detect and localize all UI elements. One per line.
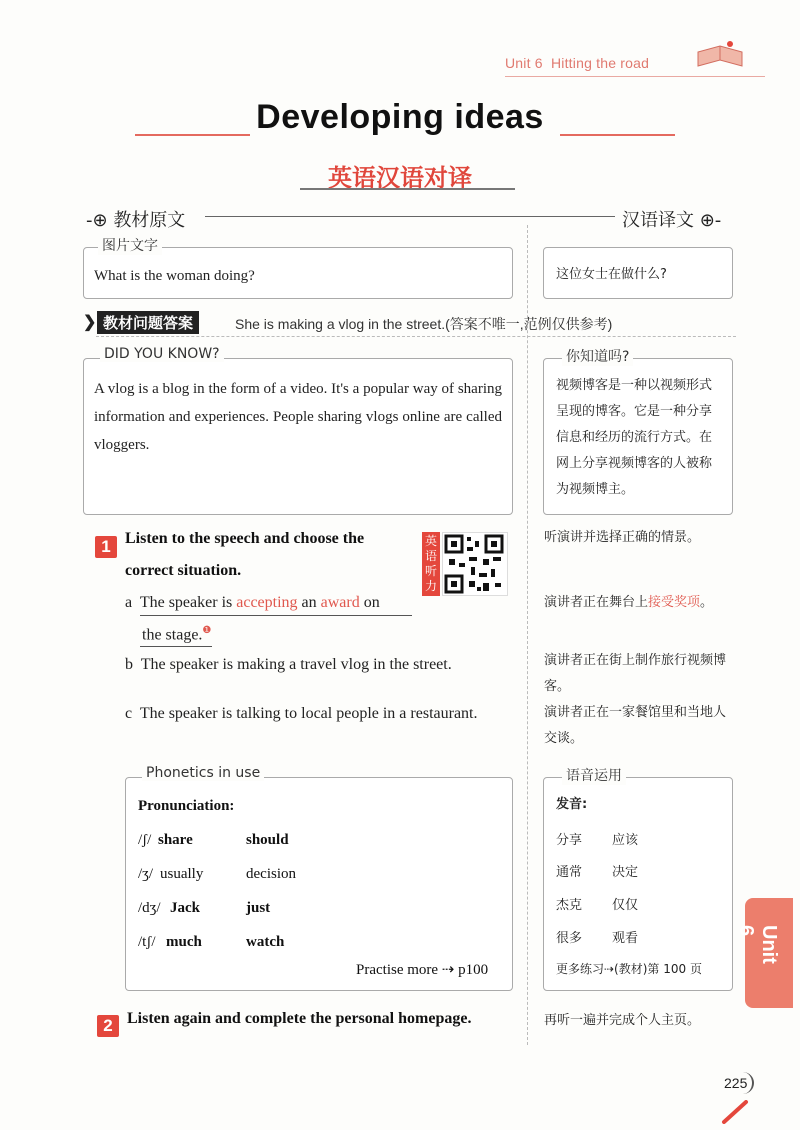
phonetic-row-2-symbol: /ʒ/ — [138, 866, 153, 882]
answer-rule — [96, 336, 736, 337]
header — [505, 55, 649, 71]
page-title: Developing ideas — [256, 98, 544, 136]
unit-side-tab-label: Unit 6 — [735, 925, 780, 964]
phonetics-cn-box — [543, 777, 733, 991]
phonetic-row-3-symbol: /dʒ/ — [138, 900, 161, 916]
option-c — [125, 705, 477, 723]
phonetic-row-1-symbol: /ʃ/ — [138, 832, 152, 848]
exercise-2-number: 2 — [97, 1015, 119, 1037]
book-icon — [690, 40, 750, 72]
option-a-cn-part1: 演讲者正在舞台上 — [544, 595, 649, 610]
exercise-1-cn: 听演讲并选择正确的情景。 — [544, 530, 701, 545]
phonetic-row-1-word1: share — [158, 832, 193, 848]
pronunciation-cn-label: 发音: — [556, 797, 588, 812]
answer-label: 教材问题答案 — [97, 311, 199, 334]
picture-text-cn-box — [543, 247, 733, 299]
right-column-header: 汉语译文 ⊕- — [622, 210, 722, 231]
exercise-1-instruction-line1: Listen to the speech and choose the — [125, 530, 365, 547]
phonetic-row-4-word2: watch — [246, 934, 285, 950]
option-b — [125, 656, 452, 674]
phonetics-label: Phonetics in use — [142, 765, 264, 781]
practise-more-link[interactable]: Practise more ⇢ p100 — [356, 962, 489, 978]
option-a-underline-1 — [140, 615, 412, 616]
cn-row-1-word2: 应该 — [612, 833, 639, 848]
exercise-1-number: 1 — [95, 536, 117, 558]
option-c-letter: c — [125, 705, 133, 722]
picture-text-en: What is the woman doing? — [94, 268, 255, 284]
cn-row-1-word1: 分享 — [556, 833, 583, 848]
picture-text-cn: 这位女士在做什么? — [556, 267, 667, 282]
answer-chevron-icon: ❯ — [83, 314, 97, 331]
column-divider — [527, 225, 528, 1045]
answer-row — [83, 311, 733, 333]
exercise-2-instruction: Listen again and complete the personal homepage. — [127, 1010, 472, 1027]
exercise-1-instruction-line2: correct situation. — [125, 562, 242, 579]
picture-text-label: 图片文字 — [98, 235, 162, 255]
answer-text: She is making a vlog in the street.(答案不唯一,范例仅供参考) — [235, 316, 613, 332]
phonetic-row-4-symbol: /tʃ/ — [138, 934, 156, 950]
phonetic-row-3-word1: Jack — [170, 900, 200, 916]
cn-row-2-word2: 决定 — [612, 865, 639, 880]
title-rule-right — [560, 134, 675, 136]
option-b-cn: 演讲者正在街上制作旅行视频博客。 — [544, 653, 727, 694]
page-number-arc — [714, 1072, 754, 1094]
cn-row-2-word1: 通常 — [556, 865, 583, 880]
phonetic-row-3-word2: just — [246, 900, 271, 916]
option-b-text: The speaker is making a travel vlog in the street. — [140, 656, 452, 673]
did-you-know-en: A vlog is a blog in the form of a video. It's a popular way of sharing information and experiences. People sharing vlogs online are called vloggers. — [94, 381, 502, 453]
option-b-letter: b — [125, 656, 133, 673]
phonetic-row-2-word1: usually — [160, 866, 204, 882]
cn-row-3-word1: 杰克 — [556, 898, 583, 913]
option-a-letter: a — [125, 594, 133, 611]
option-a-text-part3: on — [359, 594, 380, 611]
phonetic-row-2-word2: decision — [246, 866, 296, 882]
phonetics-box — [125, 777, 513, 991]
right-column-title: 汉语译文 — [622, 210, 694, 231]
header-rule — [505, 76, 765, 77]
phonetic-row-1-word2: should — [246, 832, 289, 848]
did-you-know-label: DID YOU KNOW? — [100, 346, 224, 362]
cn-row-3-word2: 仅仅 — [612, 898, 639, 913]
option-c-text: The speaker is talking to local people in a restaurant. — [139, 705, 478, 722]
practise-more-cn: 更多练习⇢(教材)第 100 页 — [556, 962, 702, 976]
pencil-icon — [720, 1100, 750, 1124]
phonetics-cn-label: 语音运用 — [562, 765, 626, 785]
left-column-title: 教材原文 — [113, 210, 186, 231]
option-a-text-part1: The speaker is — [139, 594, 237, 611]
column-header-rule — [205, 216, 615, 217]
cn-row-4-word1: 很多 — [556, 931, 583, 946]
exercise-2-cn: 再听一遍并完成个人主页。 — [544, 1013, 701, 1028]
unit-title: Hitting the road — [550, 55, 650, 71]
phonetic-row-4-word1: much — [166, 934, 202, 950]
option-a-cn — [544, 590, 713, 616]
subtitle-underline — [300, 188, 515, 190]
footnote-marker: ❶ — [202, 625, 212, 636]
page-number: 225 — [724, 1075, 748, 1091]
option-a-underline-2 — [140, 646, 212, 647]
option-a-text-line2: the stage. — [142, 626, 203, 644]
option-a-cn-highlight: 接受奖项 — [648, 595, 701, 610]
option-c-cn: 演讲者正在一家餐馆里和当地人交谈。 — [544, 705, 727, 746]
pronunciation-label: Pronunciation: — [138, 798, 235, 814]
option-a-highlight-1: accepting — [236, 594, 298, 611]
listening-qr-label: 英语听力 — [422, 532, 440, 596]
did-you-know-box — [83, 358, 513, 515]
page-subtitle: 英语汉语对译 — [328, 164, 472, 192]
cn-row-4-word2: 观看 — [612, 931, 639, 946]
option-a-line2 — [142, 625, 211, 644]
option-a-text-part2: an — [297, 594, 321, 611]
option-a-cn-part2: 。 — [700, 595, 714, 610]
option-a-highlight-2: award — [320, 594, 360, 611]
unit-label: Unit 6 — [505, 55, 543, 71]
did-you-know-cn: 视频博客是一种以视频形式呈现的博客。它是一种分享信息和经历的流行方式。在网上分享视频博客的人被称为视频博主。 — [556, 378, 713, 497]
did-you-know-cn-label: 你知道吗? — [562, 346, 633, 366]
did-you-know-cn-box — [543, 358, 733, 515]
option-a — [125, 594, 380, 612]
left-column-header: -⊕ 教材原文 — [86, 210, 186, 231]
qr-code-icon[interactable] — [442, 532, 508, 596]
